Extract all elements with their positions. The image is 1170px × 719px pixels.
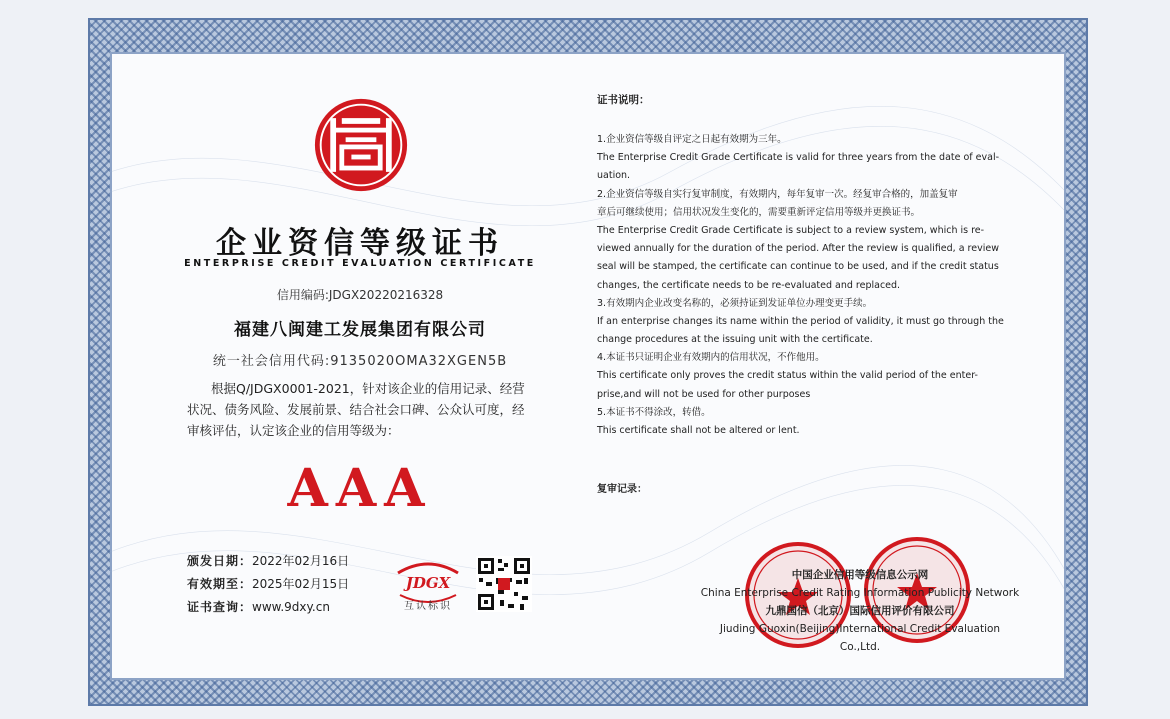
issuer-org2-cn: 九鼎国信（北京）国际信用评价有限公司 bbox=[765, 605, 955, 617]
note-line: 1.企业资信等级自评定之日起有效期为三年。 bbox=[597, 134, 787, 145]
issuer-block bbox=[700, 566, 1020, 656]
note-line: change procedures at the issuing unit with the certificate. bbox=[597, 334, 873, 346]
note-line: 章后可继续使用；信用状况发生变化的，需要重新评定信用等级并更换证书。 bbox=[597, 206, 921, 218]
issuer-org2-en: Jiuding Guoxin(Beijing)International Credit Evaluation Co.,Ltd. bbox=[719, 623, 1001, 653]
issue-date-label: 颁发日期： bbox=[187, 554, 253, 568]
note-line: 2.企业资信等级自实行复审制度，有效期内，每年复审一次。经复审合格的，加盖复审 bbox=[597, 188, 958, 200]
note-line: viewed annually for the duration of the period. After the review is qualified, a review bbox=[597, 243, 999, 255]
company-name: 福建八闽建工发展集团有限公司 bbox=[234, 320, 486, 340]
unified-social-credit-code: 统一社会信用代码:9135020OMA32XGEN5B bbox=[212, 354, 508, 369]
note-line: The Enterprise Credit Grade Certificate is valid for three years from the date of eval- bbox=[597, 152, 1000, 164]
jdgx-logo-text: JDGX bbox=[405, 574, 451, 592]
issuer-org1-en: China Enterprise Credit Rating Information Publicity Network bbox=[700, 587, 1020, 599]
issuer-org1-cn: 中国企业信用等级信息公示网 bbox=[791, 569, 929, 581]
note-line: If an enterprise changes its name within the period of validity, it must go through the bbox=[597, 315, 1004, 327]
query-url[interactable]: www.9dxy.cn bbox=[252, 600, 330, 614]
note-line: seal will be stamped, the certificate can continue to be used, and if the credit status bbox=[597, 261, 999, 273]
review-record-label: 复审记录： bbox=[597, 484, 647, 495]
issue-date-row bbox=[187, 550, 349, 573]
qr-code-icon[interactable] bbox=[476, 556, 532, 612]
valid-date-label: 有效期至： bbox=[187, 577, 253, 591]
issue-date: 2022年02月16日 bbox=[252, 554, 350, 568]
certificate-notes bbox=[597, 92, 1017, 440]
certificate-title: 企业资信等级证书 bbox=[216, 226, 504, 261]
note-line: The Enterprise Credit Grade Certificate is subject to a review system, which is re- bbox=[597, 224, 985, 236]
note-line: This certificate shall not be altered or lent. bbox=[597, 425, 800, 436]
note-line: This certificate only proves the credit status within the valid period of the enter- bbox=[597, 370, 978, 382]
valid-date-row bbox=[187, 573, 349, 596]
jdgx-caption: 互认标识 bbox=[404, 601, 452, 612]
note-line: prise,and will not be used for other purposes bbox=[597, 388, 811, 400]
certificate-meta bbox=[187, 550, 349, 619]
query-label: 证书查询： bbox=[187, 600, 253, 614]
note-line: 4.本证书只证明企业有效期内的信用状况，不作他用。 bbox=[597, 352, 825, 364]
valid-date: 2025年02月15日 bbox=[252, 577, 350, 591]
note-line: 5.本证书不得涂改，转借。 bbox=[597, 406, 711, 418]
credit-grade: AAA bbox=[287, 458, 433, 519]
note-line: changes, the certificate needs to be re-evaluated and replaced. bbox=[597, 279, 901, 291]
note-line: uation. bbox=[597, 170, 631, 182]
query-row bbox=[187, 596, 349, 619]
evaluation-basis: 根据Q/JDGX0001-2021，针对该企业的信用记录、经营状况、债务风险、发展前景、结合社会口碑、公众认可度，经审核评估，认定该企业的信用等级为： bbox=[187, 381, 525, 438]
credit-code: 信用编码:JDGX20220216328 bbox=[276, 288, 444, 302]
note-line: 3.有效期内企业改变名称的，必须持证到发证单位办理变更手续。 bbox=[597, 297, 873, 309]
credit-emblem-icon bbox=[313, 97, 409, 193]
certificate-title-english: ENTERPRISE CREDIT EVALUATION CERTIFICATE bbox=[184, 258, 536, 269]
notes-header: 证书说明： bbox=[597, 94, 650, 106]
